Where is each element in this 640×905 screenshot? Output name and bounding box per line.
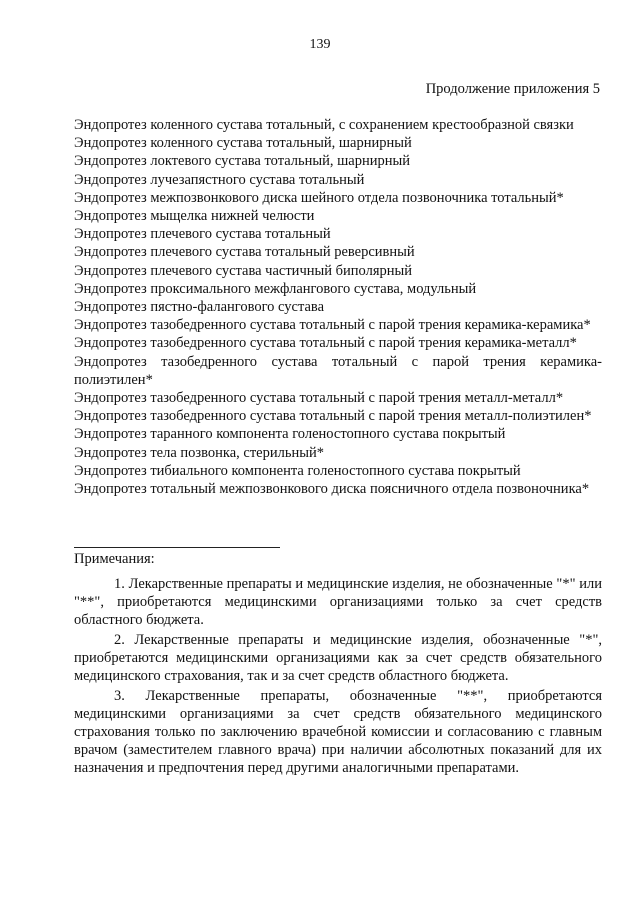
list-item: Эндопротез тазобедренного сустава тотальный с парой трения металл-полиэтилен* bbox=[74, 408, 592, 425]
list-item: Эндопротез тазобедренного сустава тотальный с парой трения керамика-металл* bbox=[74, 335, 577, 352]
notes-divider bbox=[74, 547, 280, 548]
notes-heading: Примечания: bbox=[74, 551, 155, 567]
list-item: Эндопротез коленного сустава тотальный, шарнирный bbox=[74, 135, 412, 152]
note-item: 2. Лекарственные препараты и медицинские изделия, обозначенные "*", приобретаются медицинскими организациями как за счет средств обязательного медицинского страхования, так и за счет средств областного бюджета. bbox=[74, 632, 602, 684]
list-item: Эндопротез межпозвонкового диска шейного отдела позвоночника тотальный* bbox=[74, 189, 564, 206]
list-item: Эндопротез лучезапястного сустава тотальный bbox=[74, 171, 365, 188]
notes-list bbox=[74, 575, 602, 779]
page-number: 139 bbox=[309, 37, 331, 52]
list-item: Эндопротез плечевого сустава частичный биполярный bbox=[74, 262, 412, 279]
note-item: 3. Лекарственные препараты, обозначенные "**", приобретаются медицинскими организациями за счет средств обязательного медицинского страхования только по заключению врачебной комиссии и согласованию с главным врачом (заместителем главного врача) при наличии абсолютных показаний для их назначения и предпочтения перед другими аналогичными препаратами. bbox=[74, 688, 602, 776]
list-item: Эндопротез плечевого сустава тотальный bbox=[74, 226, 331, 243]
list-item: Эндопротез тибиального компонента голеностопного сустава покрытый bbox=[74, 462, 521, 479]
list-item: Эндопротез плечевого сустава тотальный реверсивный bbox=[74, 244, 415, 261]
list-item: Эндопротез мыщелка нижней челюсти bbox=[74, 208, 315, 225]
list-item: Эндопротез тела позвонка, стерильный* bbox=[74, 444, 324, 461]
list-item: Эндопротез тазобедренного сустава тотальный с парой трения керамика-керамика* bbox=[74, 317, 591, 334]
list-item: Эндопротез локтевого сустава тотальный, шарнирный bbox=[74, 153, 411, 170]
list-item: Эндопротез тазобедренного сустава тотальный с парой трения керамика-полиэтилен* bbox=[74, 353, 602, 388]
list-item: Эндопротез коленного сустава тотальный, с сохранением крестообразной связки bbox=[74, 117, 574, 133]
implant-list bbox=[74, 116, 602, 498]
note-item: 1. Лекарственные препараты и медицинские изделия, не обозначенные "*" или "**", приобретаются медицинскими организациями только за счет средств областного бюджета. bbox=[74, 576, 602, 628]
list-item: Эндопротез проксимального межфлангового сустава, модульный bbox=[74, 280, 477, 297]
continuation-header: Продолжение приложения 5 bbox=[425, 81, 600, 97]
list-item: Эндопротез тазобедренного сустава тотальный с парой трения металл-металл* bbox=[74, 390, 564, 407]
list-item: Эндопротез тотальный межпозвонкового диска поясничного отдела позвоночника* bbox=[74, 481, 590, 498]
list-item: Эндопротез пястно-фалангового сустава bbox=[74, 299, 325, 316]
list-item: Эндопротез таранного компонента голеностопного сустава покрытый bbox=[74, 426, 506, 443]
